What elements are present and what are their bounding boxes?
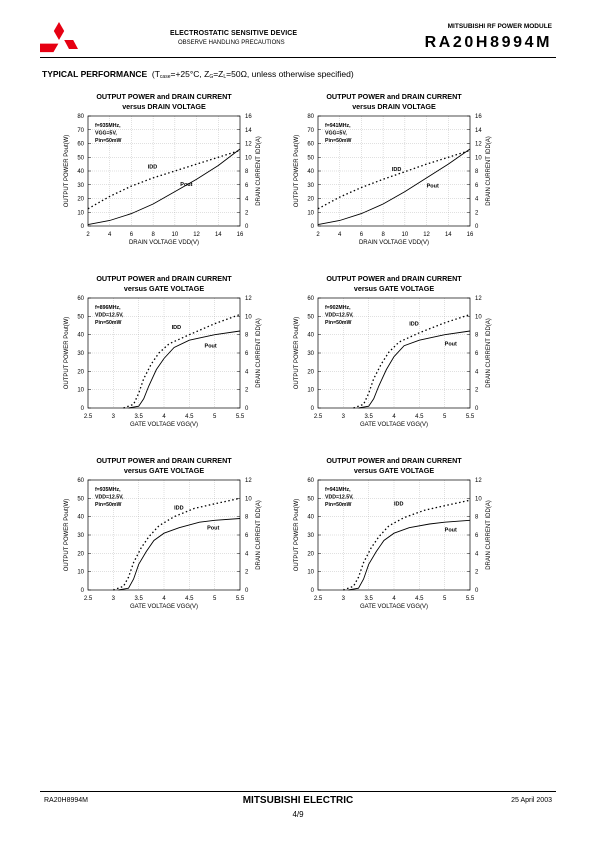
y-tick-label: 70: [77, 127, 84, 134]
x-tick-label: 3: [111, 414, 116, 420]
y2-tick-label: 4: [475, 369, 479, 376]
footer-part-number: RA20H8994M: [44, 797, 88, 804]
y-axis-label: OUTPUT POWER Pout(W): [294, 134, 300, 208]
y-tick-label: 0: [310, 588, 314, 594]
y2-tick-label: 10: [475, 155, 482, 162]
x-tick-label: 4: [108, 232, 112, 238]
y-tick-label: 70: [307, 127, 314, 134]
curve-label: IDD: [409, 321, 419, 328]
page-number: 4/9: [292, 810, 304, 819]
y2-tick-label: 6: [475, 182, 479, 189]
curve-label: Pout: [426, 183, 439, 190]
y-tick-label: 10: [77, 387, 84, 394]
y-tick-label: 30: [307, 351, 314, 357]
y2-tick-label: 8: [475, 332, 479, 339]
y2-tick-label: 14: [245, 127, 252, 134]
curve-label: IDD: [171, 325, 182, 332]
chart-subtitle: versus GATE VOLTAGE: [353, 284, 435, 293]
module-label: MITSUBISHI RF POWER MODULE: [447, 23, 552, 30]
y-tick-label: 30: [77, 351, 84, 357]
y2-tick-label: 8: [475, 514, 479, 521]
section-heading: [42, 69, 354, 80]
y-tick-label: 30: [77, 533, 84, 539]
y-tick-label: 10: [307, 569, 314, 576]
y2-tick-label: 2: [475, 569, 479, 576]
y-tick-label: 40: [307, 169, 314, 175]
curve-label: IDD: [174, 505, 184, 512]
y2-tick-label: 4: [245, 196, 249, 203]
chart-pout-idd-vs-vdd-941: [270, 88, 510, 258]
x-tick-label: 2.5: [313, 596, 323, 602]
x-tick-label: 5: [442, 596, 447, 602]
y2-tick-label: 4: [245, 369, 249, 376]
x-tick-label: 3: [111, 596, 116, 602]
cond-zl-sub: L: [223, 74, 227, 80]
chart-subtitle: versus GATE VOLTAGE: [123, 466, 205, 475]
chart-pout-idd-vs-vgg-902: [270, 270, 510, 440]
part-number: RA20H8994M: [424, 34, 552, 51]
y2-tick-label: 2: [475, 387, 479, 394]
y2-tick-label: 2: [245, 569, 249, 576]
x-tick-label: 8: [151, 232, 155, 238]
y2-tick-label: 6: [475, 351, 479, 357]
y2-tick-label: 0: [475, 588, 479, 594]
y2-tick-label: 12: [475, 141, 482, 148]
condition-label: f=941MHz,: [325, 123, 351, 129]
y2-tick-label: 6: [245, 533, 249, 539]
y-tick-label: 60: [307, 296, 314, 302]
footer-date: 25 April 2003: [511, 797, 552, 804]
y-tick-label: 20: [77, 196, 84, 203]
y-tick-label: 0: [310, 406, 314, 412]
y2-tick-label: 4: [475, 551, 479, 558]
y2-tick-label: 14: [475, 127, 482, 134]
y-axis-label: OUTPUT POWER Pout(W): [294, 498, 300, 572]
y-tick-label: 10: [77, 210, 84, 217]
x-tick-label: 12: [193, 232, 200, 238]
series-pout-line: [318, 149, 470, 225]
y-tick-label: 40: [77, 332, 84, 339]
series-idd-line: [124, 315, 241, 409]
test-conditions: [152, 69, 354, 79]
x-tick-label: 8: [381, 232, 385, 238]
y-tick-label: 80: [307, 114, 314, 120]
y-tick-label: 40: [307, 332, 314, 339]
y-tick-label: 50: [77, 155, 84, 162]
y2-axis-label: DRAIN CURRENT IDD(A): [486, 500, 492, 570]
y-tick-label: 60: [77, 141, 84, 148]
y-tick-label: 0: [80, 224, 84, 230]
curve-label: Pout: [444, 341, 457, 348]
cond-t-rest: =+25°C, Z: [170, 69, 210, 79]
y-tick-label: 30: [307, 182, 314, 189]
y2-tick-label: 8: [245, 169, 249, 175]
y2-tick-label: 10: [475, 496, 482, 503]
header-divider: [40, 57, 556, 58]
y2-tick-label: 2: [245, 210, 249, 217]
chart-title: OUTPUT POWER and DRAIN CURRENT: [96, 274, 232, 283]
y-tick-label: 60: [77, 478, 84, 484]
x-tick-label: 5: [212, 414, 217, 420]
x-tick-label: 3: [341, 414, 346, 420]
y-tick-label: 0: [80, 406, 84, 412]
y2-tick-label: 12: [245, 478, 252, 484]
x-tick-label: 3: [341, 596, 346, 602]
y2-tick-label: 0: [475, 406, 479, 412]
condition-label: Pin=50mW: [325, 502, 352, 508]
x-tick-label: 3.5: [364, 414, 373, 420]
y-tick-label: 60: [307, 478, 314, 484]
condition-label: Pin=50mW: [95, 138, 122, 144]
chart-title: OUTPUT POWER and DRAIN CURRENT: [326, 92, 462, 101]
series-idd-line: [88, 150, 240, 208]
y-tick-label: 0: [80, 588, 84, 594]
x-axis-label: DRAIN VOLTAGE VDD(V): [358, 240, 430, 246]
y-tick-label: 40: [307, 514, 314, 521]
y2-tick-label: 12: [245, 141, 252, 148]
x-tick-label: 3.5: [134, 596, 143, 602]
y2-tick-label: 8: [475, 169, 479, 175]
x-tick-label: 4.5: [415, 596, 424, 602]
y-tick-label: 10: [77, 569, 84, 576]
chart-pout-idd-vs-vgg-941: [270, 452, 510, 622]
x-tick-label: 5.5: [235, 414, 245, 420]
y2-tick-label: 0: [245, 406, 249, 412]
curve-label: Pout: [444, 527, 457, 534]
x-tick-label: 10: [401, 232, 409, 238]
chart-pout-idd-vs-vdd-935: [40, 88, 280, 258]
x-tick-label: 2: [316, 232, 320, 238]
x-tick-label: 3.5: [364, 596, 373, 602]
curve-label: Pout: [180, 182, 193, 189]
y2-tick-label: 8: [245, 332, 249, 339]
y2-tick-label: 0: [245, 224, 249, 230]
chart-subtitle: versus DRAIN VOLTAGE: [352, 102, 436, 111]
condition-label: f=941MHz,: [325, 487, 351, 493]
x-tick-label: 2.5: [313, 414, 323, 420]
series-pout-line: [118, 519, 240, 591]
chart-title: OUTPUT POWER and DRAIN CURRENT: [96, 456, 232, 465]
chart-subtitle: versus DRAIN VOLTAGE: [122, 102, 206, 111]
x-tick-label: 16: [466, 232, 474, 238]
chart-subtitle: versus GATE VOLTAGE: [353, 466, 435, 475]
x-tick-label: 4: [338, 232, 342, 238]
y2-tick-label: 0: [475, 224, 479, 230]
chart-pout-idd-vs-vgg-896: [40, 270, 280, 440]
x-tick-label: 3.5: [134, 414, 143, 420]
x-axis-label: GATE VOLTAGE VGG(V): [359, 422, 429, 428]
curve-label: Pout: [207, 525, 220, 532]
condition-label: VDD=12.5V,: [95, 494, 124, 501]
y2-tick-label: 12: [475, 478, 482, 484]
y-tick-label: 40: [77, 514, 84, 521]
x-tick-label: 4: [392, 414, 396, 420]
section-title: TYPICAL PERFORMANCE: [42, 69, 148, 79]
y-tick-label: 40: [77, 169, 84, 175]
y-tick-label: 50: [307, 496, 314, 503]
y-tick-label: 20: [77, 369, 84, 376]
footer-company: MITSUBISHI ELECTRIC: [242, 795, 354, 806]
condition-label: Pin=50mW: [95, 502, 122, 508]
condition-label: f=896MHz,: [95, 305, 121, 311]
y2-tick-label: 10: [245, 155, 252, 162]
x-tick-label: 2.5: [83, 414, 93, 420]
y-tick-label: 30: [307, 533, 314, 539]
condition-label: VDD=12.5V,: [325, 494, 354, 501]
chart-subtitle: versus GATE VOLTAGE: [123, 284, 205, 293]
chart-title: OUTPUT POWER and DRAIN CURRENT: [96, 92, 232, 101]
esd-warning-title: ELECTROSTATIC SENSITIVE DEVICE: [170, 30, 298, 37]
x-tick-label: 2: [86, 232, 90, 238]
mitsubishi-logo-icon: [40, 22, 78, 54]
curve-label: IDD: [147, 164, 158, 171]
y2-tick-label: 6: [245, 182, 249, 189]
x-axis-label: DRAIN VOLTAGE VDD(V): [128, 240, 200, 246]
condition-label: VGG=5V,: [95, 130, 117, 137]
cond-z-mid: =Z: [213, 69, 224, 79]
y2-axis-label: DRAIN CURRENT IDD(A): [486, 136, 492, 206]
y-tick-label: 80: [77, 114, 84, 120]
y-tick-label: 30: [77, 182, 84, 189]
y-axis-label: OUTPUT POWER Pout(W): [64, 316, 70, 390]
cond-zg-sub: G: [209, 74, 214, 80]
y2-tick-label: 6: [475, 533, 479, 539]
x-tick-label: 4: [162, 414, 166, 420]
y2-tick-label: 2: [475, 210, 479, 217]
y2-tick-label: 10: [475, 314, 482, 321]
x-tick-label: 6: [359, 232, 364, 238]
footer-divider: [40, 791, 556, 792]
chart-title: OUTPUT POWER and DRAIN CURRENT: [326, 274, 462, 283]
cond-t-sub: case: [159, 74, 171, 80]
x-axis-label: GATE VOLTAGE VGG(V): [129, 604, 199, 610]
x-tick-label: 5.5: [465, 596, 475, 602]
y-tick-label: 10: [307, 387, 314, 394]
y-tick-label: 50: [307, 314, 314, 321]
series-idd-line: [354, 315, 471, 409]
chart-title: OUTPUT POWER and DRAIN CURRENT: [326, 456, 462, 465]
y-axis-label: OUTPUT POWER Pout(W): [294, 316, 300, 390]
y-tick-label: 60: [307, 141, 314, 148]
condition-label: VGG=5V,: [325, 130, 347, 137]
y2-axis-label: DRAIN CURRENT IDD(A): [256, 318, 262, 388]
x-tick-label: 14: [444, 232, 452, 238]
y-tick-label: 20: [307, 369, 314, 376]
condition-label: VDD=12.5V,: [325, 312, 354, 319]
esd-warning-subtitle: OBSERVE HANDLING PRECAUTIONS: [178, 40, 285, 46]
y2-tick-label: 8: [245, 514, 249, 521]
curve-label: IDD: [391, 167, 402, 173]
y-tick-label: 60: [77, 296, 84, 302]
y-tick-label: 50: [77, 314, 84, 321]
y-axis-label: OUTPUT POWER Pout(W): [64, 134, 70, 208]
y2-tick-label: 10: [245, 496, 252, 503]
series-pout-line: [129, 331, 241, 408]
x-tick-label: 5: [212, 596, 217, 602]
y-tick-label: 20: [307, 196, 314, 203]
y2-tick-label: 2: [245, 387, 249, 394]
chart-pout-idd-vs-vgg-935: [40, 452, 280, 622]
condition-label: f=935MHz,: [95, 487, 121, 493]
condition-label: f=935MHz,: [95, 123, 121, 129]
condition-label: Pin=50mW: [325, 138, 352, 144]
y-tick-label: 20: [307, 551, 314, 558]
cond-z-rest: =50Ω, unless otherwise specified): [226, 69, 354, 79]
y-tick-label: 50: [307, 155, 314, 162]
cond-t-prefix: (T: [151, 69, 160, 79]
series-idd-line: [318, 150, 470, 208]
y2-tick-label: 4: [475, 196, 479, 203]
x-tick-label: 4: [392, 596, 396, 602]
condition-label: f=902MHz,: [325, 305, 351, 311]
x-tick-label: 4: [162, 596, 166, 602]
x-tick-label: 5: [442, 414, 447, 420]
x-tick-label: 4.5: [185, 596, 194, 602]
curve-label: Pout: [204, 343, 217, 350]
y2-tick-label: 12: [475, 296, 482, 302]
y-tick-label: 20: [77, 551, 84, 558]
y-axis-label: OUTPUT POWER Pout(W): [64, 498, 70, 572]
y-tick-label: 10: [307, 210, 314, 217]
x-tick-label: 5.5: [235, 596, 245, 602]
condition-label: VDD=12.5V,: [95, 312, 124, 319]
x-tick-label: 4.5: [185, 414, 194, 420]
x-tick-label: 4.5: [415, 414, 424, 420]
x-tick-label: 2.5: [83, 596, 93, 602]
x-tick-label: 16: [236, 232, 244, 238]
y2-tick-label: 12: [245, 296, 252, 302]
series-pout-line: [88, 149, 240, 225]
y2-tick-label: 10: [245, 314, 252, 321]
x-tick-label: 10: [171, 232, 179, 238]
x-axis-label: GATE VOLTAGE VGG(V): [129, 422, 199, 428]
y2-tick-label: 4: [245, 551, 249, 558]
y2-axis-label: DRAIN CURRENT IDD(A): [256, 500, 262, 570]
condition-label: Pin=50mW: [95, 320, 122, 326]
x-tick-label: 12: [423, 232, 430, 238]
series-idd-line: [343, 500, 470, 590]
condition-label: Pin=50mW: [325, 320, 352, 326]
x-tick-label: 6: [129, 232, 134, 238]
curve-label: IDD: [394, 501, 404, 508]
y-tick-label: 0: [310, 224, 314, 230]
x-tick-label: 5.5: [465, 414, 475, 420]
x-axis-label: GATE VOLTAGE VGG(V): [359, 604, 429, 610]
y-tick-label: 50: [77, 496, 84, 503]
y2-tick-label: 16: [475, 114, 482, 120]
y2-axis-label: DRAIN CURRENT IDD(A): [486, 318, 492, 388]
y2-tick-label: 6: [245, 351, 249, 357]
y2-tick-label: 0: [245, 588, 249, 594]
series-idd-line: [113, 498, 240, 590]
y2-axis-label: DRAIN CURRENT IDD(A): [256, 136, 262, 206]
y2-tick-label: 16: [245, 114, 252, 120]
x-tick-label: 14: [214, 232, 222, 238]
